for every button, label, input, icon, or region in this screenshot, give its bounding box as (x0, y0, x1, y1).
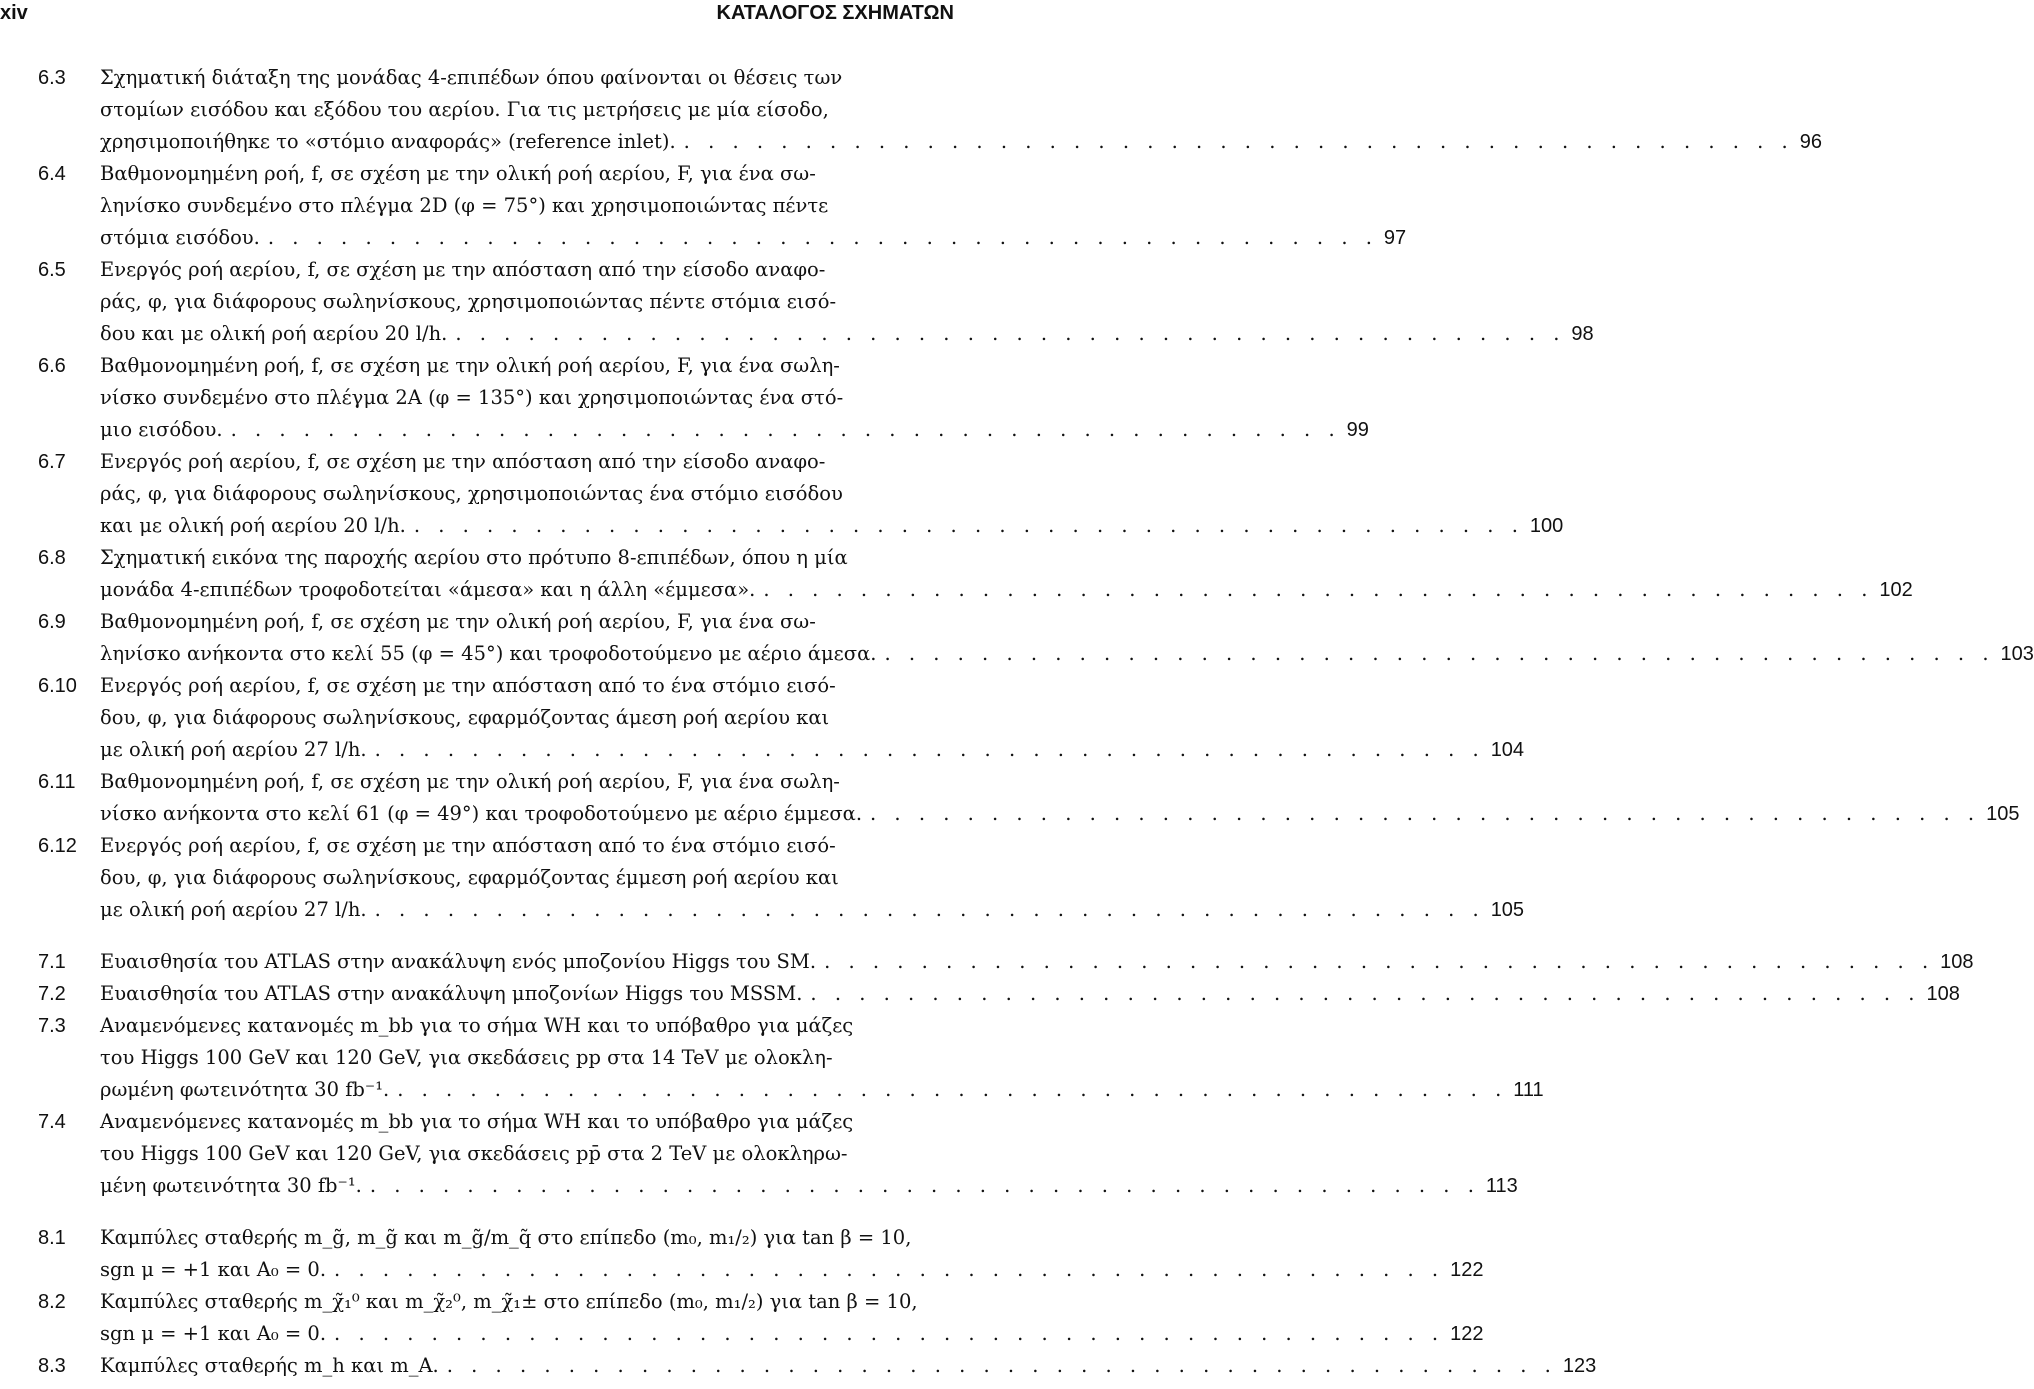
page-ref[interactable]: 104 (1490, 739, 1525, 761)
caption-line (100, 414, 1369, 446)
page-ref[interactable]: 103 (2000, 643, 2034, 665)
caption-line-text: Ενεργός ροή αερίου, f, σε σχέση με την απόσταση από το ένα στόμιο εισό- (100, 674, 836, 697)
page-ref[interactable]: 105 (1490, 899, 1525, 921)
figure-caption (100, 1106, 1518, 1202)
caption-line-text: sgn μ = +1 και A₀ = 0. (100, 1322, 327, 1345)
figure-entry[interactable] (0, 1010, 1544, 1106)
caption-line-text: δου, φ, για διάφορους σωληνίσκους, εφαρμόζοντας έμμεση ροή αερίου και (100, 866, 839, 889)
page-ref[interactable]: 100 (1529, 515, 1564, 537)
caption-line-text: μονάδα 4-επιπέδων τροφοδοτείται «άμεσα» και η άλλη «έμμεσα». (100, 578, 756, 601)
caption-line-text: ληνίσκο ανήκοντα στο κελί 55 (φ = 45°) και τροφοδοτούμενο με αέριο άμεσα. (100, 642, 877, 665)
caption-line (100, 1138, 954, 1170)
caption-line-text: Καμπύλες σταθερής m_h και m_A. (100, 1354, 439, 1377)
figure-number: 6.9 (38, 611, 66, 633)
dot-leader: . . . . . . . . . . . . . . . . . . . . . . . . . . . . . . . . . . . . . . . . . . . . . . (369, 1174, 1480, 1197)
figure-number: 7.1 (38, 951, 66, 973)
dot-leader: . . . . . . . . . . . . . . . . . . . . . . . . . . . . . . . . . . . . . . . . . . . . . . (374, 898, 1485, 921)
figure-number: 6.10 (38, 675, 77, 697)
dot-leader: . . . . . . . . . . . . . . . . . . . . . . . . . . . . . . . . . . . . . . . . . . . . . . (870, 802, 1981, 825)
caption-line (100, 574, 1913, 606)
caption-line (100, 862, 954, 894)
caption-line (100, 222, 1407, 254)
page-number: xiv (0, 2, 28, 24)
caption-line-text: μιο εισόδου. (100, 418, 223, 441)
caption-line (100, 1318, 1484, 1350)
figure-number: 6.7 (38, 451, 66, 473)
caption-line-text: του Higgs 100 GeV και 120 GeV, για σκεδάσεις pp̄ στα 2 TeV με ολοκληρω- (100, 1142, 848, 1165)
dot-leader: . . . . . . . . . . . . . . . . . . . . . . . . . . . . . . . . . . . . . . . . . . . . . . (446, 1354, 1557, 1377)
caption-line-text: νίσκο συνδεμένο στο πλέγμα 2A (φ = 135°) και χρησιμοποιώντας ένα στό- (100, 386, 844, 409)
figure-entry[interactable] (0, 1286, 1484, 1350)
figure-caption (100, 62, 1822, 158)
caption-line (100, 446, 954, 478)
figure-number: 6.8 (38, 547, 66, 569)
caption-line-text: Ευαισθησία του ATLAS στην ανακάλυψη μποζονίων Higgs του MSSM. (100, 982, 803, 1005)
page-ref[interactable]: 108 (1926, 983, 1960, 1005)
caption-line (100, 382, 954, 414)
figure-number: 6.4 (38, 163, 66, 185)
figure-entry[interactable] (0, 766, 2020, 830)
caption-line-text: και με ολική ροή αερίου 20 l/h. (100, 514, 406, 537)
caption-line (100, 126, 1822, 158)
figure-number: 7.2 (38, 983, 66, 1005)
caption-line-text: νίσκο ανήκοντα στο κελί 61 (φ = 49°) και τροφοδοτούμενο με αέριο έμμεσα. (100, 802, 863, 825)
caption-line-text: ράς, φ, για διάφορους σωληνίσκους, χρησιμοποιώντας ένα στόμιο εισόδου (100, 482, 843, 505)
section-gap (0, 926, 960, 946)
figure-caption (100, 1286, 1484, 1350)
figure-entry[interactable] (0, 158, 1407, 254)
dot-leader: . . . . . . . . . . . . . . . . . . . . . . . . . . . . . . . . . . . . . . . . . . . . . . (763, 578, 1874, 601)
caption-line-text: Βαθμονομημένη ροή, f, σε σχέση με την ολική ροή αερίου, F, για ένα σω- (100, 162, 816, 185)
figure-entry[interactable] (0, 670, 1525, 766)
dot-leader: . . . . . . . . . . . . . . . . . . . . . . . . . . . . . . . . . . . . . . . . . . . . . . (455, 322, 1566, 345)
dot-leader: . . . . . . . . . . . . . . . . . . . . . . . . . . . . . . . . . . . . . . . . . . . . . . (413, 514, 1524, 537)
caption-line (100, 638, 2034, 670)
caption-line (100, 510, 1564, 542)
dot-leader: . . . . . . . . . . . . . . . . . . . . . . . . . . . . . . . . . . . . . . . . . . . . . . (397, 1078, 1508, 1101)
page-ref[interactable]: 122 (1450, 1259, 1484, 1281)
page-ref[interactable]: 105 (1986, 803, 2020, 825)
dot-leader: . . . . . . . . . . . . . . . . . . . . . . . . . . . . . . . . . . . . . . . . . . . . . . (683, 130, 1794, 153)
figure-caption (100, 158, 1407, 254)
figure-number: 6.11 (38, 771, 76, 793)
page-ref[interactable]: 113 (1485, 1175, 1518, 1197)
caption-line-text: του Higgs 100 GeV και 120 GeV, για σκεδάσεις pp στα 14 TeV με ολοκλη- (100, 1046, 833, 1069)
figure-number: 8.1 (38, 1227, 66, 1249)
list-of-figures (0, 62, 2034, 1382)
page-ref[interactable]: 108 (1940, 951, 1974, 973)
caption-line (100, 286, 954, 318)
figure-number: 7.4 (38, 1111, 66, 1133)
caption-line (100, 946, 1974, 978)
caption-line-text: χρησιμοποιήθηκε το «στόμιο αναφοράς» (reference inlet). (100, 130, 676, 153)
figure-entry[interactable] (0, 830, 1525, 926)
figure-entry[interactable] (0, 542, 1913, 606)
caption-line-text: ληνίσκο συνδεμένο στο πλέγμα 2D (φ = 75°) και χρησιμοποιώντας πέντε (100, 194, 829, 217)
caption-line (100, 830, 954, 862)
caption-line-text: Βαθμονομημένη ροή, f, σε σχέση με την ολική ροή αερίου, F, για ένα σωλη- (100, 354, 840, 377)
figure-entry[interactable] (0, 1222, 1484, 1286)
figure-number: 6.5 (38, 259, 66, 281)
dot-leader: . . . . . . . . . . . . . . . . . . . . . . . . . . . . . . . . . . . . . . . . . . . . . . (374, 738, 1485, 761)
dot-leader: . . . . . . . . . . . . . . . . . . . . . . . . . . . . . . . . . . . . . . . . . . . . . . (334, 1322, 1445, 1345)
caption-line (100, 766, 954, 798)
caption-line-text: δου, φ, για διάφορους σωληνίσκους, εφαρμόζοντας άμεση ροή αερίου και (100, 706, 830, 729)
caption-line-text: στομίων εισόδου και εξόδου του αερίου. Για τις μετρήσεις με μία είσοδο, (100, 98, 829, 121)
figure-caption (100, 978, 1960, 1010)
figure-caption (100, 606, 2034, 670)
figure-caption (100, 542, 1913, 606)
caption-line (100, 894, 1525, 926)
dot-leader: . . . . . . . . . . . . . . . . . . . . . . . . . . . . . . . . . . . . . . . . . . . . . . (884, 642, 1995, 665)
caption-line-text: Βαθμονομημένη ροή, f, σε σχέση με την ολική ροή αερίου, F, για ένα σωλη- (100, 770, 840, 793)
caption-line-text: Ευαισθησία του ATLAS στην ανακάλυψη ενός μποζονίου Higgs του SM. (100, 950, 817, 973)
figure-entry[interactable] (0, 62, 1822, 158)
caption-line-text: με ολική ροή αερίου 27 l/h. (100, 738, 367, 761)
figure-entry[interactable] (0, 350, 1369, 446)
figure-entry[interactable] (0, 946, 1974, 978)
caption-line (100, 798, 2020, 830)
figure-caption (100, 1222, 1484, 1286)
caption-line (100, 1254, 1484, 1286)
caption-line-text: στόμια εισόδου. (100, 226, 260, 249)
page-ref[interactable]: 122 (1450, 1323, 1484, 1345)
caption-line (100, 606, 954, 638)
page-ref[interactable]: 111 (1513, 1079, 1544, 1101)
caption-line (100, 1106, 954, 1138)
figure-caption (100, 446, 1564, 542)
figure-caption (100, 1350, 1597, 1382)
figure-number: 6.3 (38, 67, 66, 89)
caption-line (100, 350, 954, 382)
caption-line-text: μένη φωτεινότητα 30 fb⁻¹. (100, 1174, 362, 1197)
caption-line-text: Ενεργός ροή αερίου, f, σε σχέση με την απόσταση από την είσοδο αναφο- (100, 450, 826, 473)
figure-number: 6.6 (38, 355, 66, 377)
caption-line-text: δου και με ολική ροή αερίου 20 l/h. (100, 322, 448, 345)
figure-caption (100, 254, 1594, 350)
dot-leader: . . . . . . . . . . . . . . . . . . . . . . . . . . . . . . . . . . . . . . . . . . . . . . (334, 1258, 1445, 1281)
caption-line (100, 94, 954, 126)
dot-leader: . . . . . . . . . . . . . . . . . . . . . . . . . . . . . . . . . . . . . . . . . . . . . . (824, 950, 1935, 973)
page-ref[interactable]: 123 (1562, 1355, 1597, 1377)
caption-line (100, 1350, 1597, 1382)
figure-number: 8.2 (38, 1291, 66, 1313)
dot-leader: . . . . . . . . . . . . . . . . . . . . . . . . . . . . . . . . . . . . . . . . . . . . . . (810, 982, 1921, 1005)
caption-line-text: με ολική ροή αερίου 27 l/h. (100, 898, 367, 921)
caption-line-text: Καμπύλες σταθερής m_χ̃₁⁰ και m_χ̃₂⁰, m_χ̃₁± στο επίπεδο (m₀, m₁/₂) για tan β = 10, (100, 1290, 918, 1313)
figure-number: 6.12 (38, 835, 77, 857)
caption-line (100, 670, 954, 702)
figure-caption (100, 946, 1974, 978)
caption-line (100, 62, 954, 94)
figure-caption (100, 670, 1525, 766)
figure-number: 8.3 (38, 1355, 66, 1377)
section-gap (0, 1202, 960, 1222)
page-ref[interactable]: 102 (1879, 579, 1913, 601)
caption-line (100, 318, 1594, 350)
caption-line (100, 1286, 954, 1318)
figure-entry[interactable] (0, 1106, 1518, 1202)
caption-line (100, 702, 954, 734)
caption-line-text: Σχηματική εικόνα της παροχής αερίου στο πρότυπο 8-επιπέδων, όπου η μία (100, 546, 848, 569)
page-ref[interactable]: 96 (1799, 131, 1822, 153)
caption-line (100, 978, 1960, 1010)
caption-line (100, 1042, 954, 1074)
figure-entry[interactable] (0, 446, 1564, 542)
caption-line (100, 734, 1525, 766)
caption-line (100, 158, 954, 190)
caption-line (100, 254, 954, 286)
caption-line (100, 478, 954, 510)
caption-line (100, 1222, 954, 1254)
figure-caption (100, 766, 2020, 830)
page-ref[interactable]: 99 (1346, 419, 1369, 441)
caption-line-text: ράς, φ, για διάφορους σωληνίσκους, χρησιμοποιώντας πέντε στόμια εισό- (100, 290, 837, 313)
caption-line-text: ρωμένη φωτεινότητα 30 fb⁻¹. (100, 1078, 390, 1101)
caption-line-text: Βαθμονομημένη ροή, f, σε σχέση με την ολική ροή αερίου, F, για ένα σω- (100, 610, 816, 633)
caption-line-text: sgn μ = +1 και A₀ = 0. (100, 1258, 327, 1281)
page-ref[interactable]: 97 (1383, 227, 1407, 249)
caption-line-text: Αναμενόμενες κατανομές m_bb για το σήμα WH και το υπόβαθρο για μάζες (100, 1014, 854, 1037)
caption-line-text: Ενεργός ροή αερίου, f, σε σχέση με την απόσταση από το ένα στόμιο εισό- (100, 834, 836, 857)
caption-line-text: Καμπύλες σταθερής m_g̃, m_g̃ και m_g̃/m_q̃ στο επίπεδο (m₀, m₁/₂) για tan β = 10, (100, 1226, 912, 1249)
caption-line (100, 542, 954, 574)
figure-caption (100, 830, 1525, 926)
figure-number: 7.3 (38, 1015, 66, 1037)
page-header (0, 2, 960, 32)
figure-entry[interactable] (0, 1350, 1597, 1382)
caption-line (100, 190, 954, 222)
figure-entry[interactable] (0, 978, 1960, 1010)
figure-caption (100, 1010, 1544, 1106)
caption-line-text: Αναμενόμενες κατανομές m_bb για το σήμα WH και το υπόβαθρο για μάζες (100, 1110, 854, 1133)
page-ref[interactable]: 98 (1571, 323, 1594, 345)
figure-entry[interactable] (0, 254, 1594, 350)
figure-caption (100, 350, 1369, 446)
figure-entry[interactable] (0, 606, 2034, 670)
dot-leader: . . . . . . . . . . . . . . . . . . . . . . . . . . . . . . . . . . . . . . . . . . . . . . (230, 418, 1341, 441)
dot-leader: . . . . . . . . . . . . . . . . . . . . . . . . . . . . . . . . . . . . . . . . . . . . . . (267, 226, 1378, 249)
caption-line (100, 1010, 954, 1042)
caption-line (100, 1170, 1518, 1202)
caption-line-text: Ενεργός ροή αερίου, f, σε σχέση με την απόσταση από την είσοδο αναφο- (100, 258, 826, 281)
caption-line (100, 1074, 1544, 1106)
header-title: ΚΑΤΑΛΟΓΟΣ ΣΧΗΜΑΤΩΝ (716, 2, 954, 24)
caption-line-text: Σχηματική διάταξη της μονάδας 4-επιπέδων όπου φαίνονται οι θέσεις των (100, 66, 843, 89)
